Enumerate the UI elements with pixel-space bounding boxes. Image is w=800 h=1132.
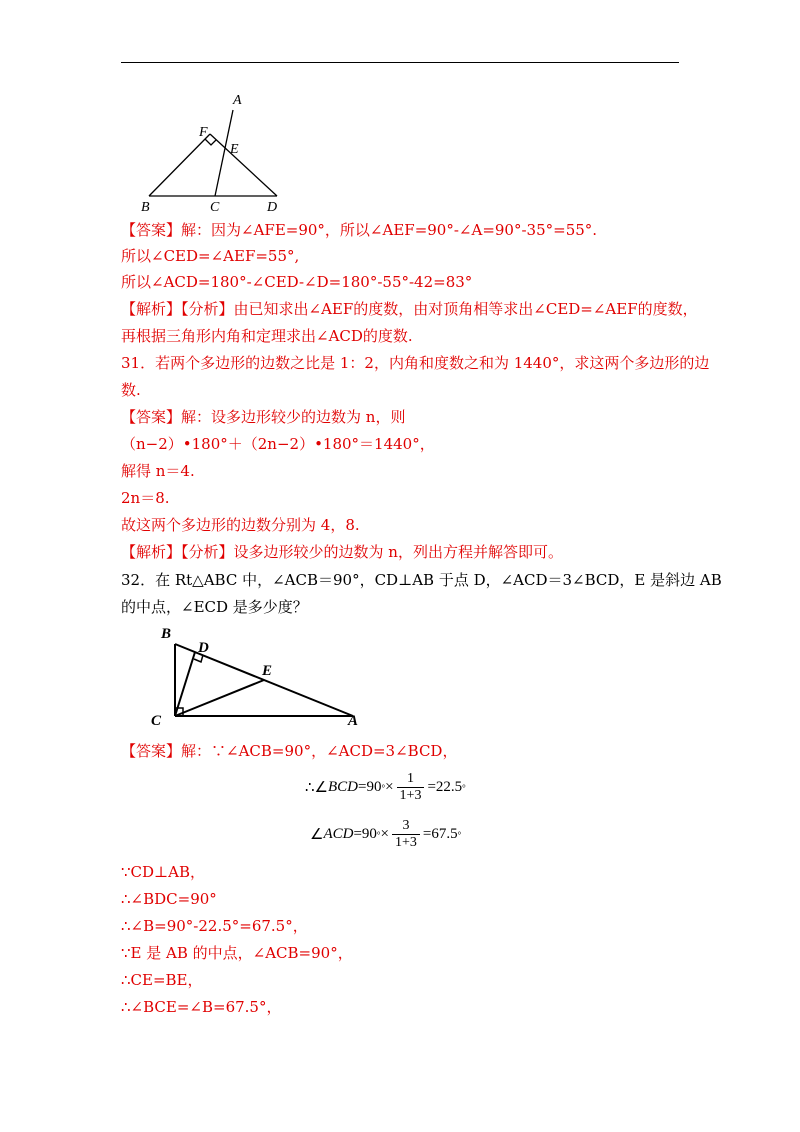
fraction: $\frac{3}{1+3}$: [392, 818, 420, 851]
q30-analysis-line-1: 【解析】【分析】由已知求出∠AEF的度数，由对顶角相等求出∠CED=∠AEF的度数，: [121, 300, 698, 318]
answer-tag: 【答案】: [121, 742, 182, 760]
analysis-tag: 【解析】【分析】: [121, 543, 234, 561]
label-b: B: [141, 200, 150, 215]
q30-analysis-line-2: 再根据三角形内角和定理求出∠ACD的度数.: [121, 327, 413, 345]
label-a: A: [348, 713, 359, 727]
q32-step-6: ∴∠BCE=∠B=67.5°，: [121, 998, 282, 1016]
q31-answer-line-2: （n−2）•180°＋（2n−2）•180°＝1440°，: [121, 435, 435, 453]
answer-tag: 【答案】: [121, 221, 182, 239]
q32-step-3: ∴∠B=90°-22.5°=67.5°，: [121, 917, 308, 935]
q32-question-line-1: 32．在 Rt△ABC 中，∠ACB＝90°，CD⊥AB 于点 D，∠ACD＝3∠BCD，E 是斜边 AB: [121, 571, 722, 589]
label-b: B: [161, 626, 172, 642]
label-a: A: [233, 93, 242, 108]
q31-question-line-1: 31．若两个多边形的边数之比是 1：2，内角和度数之和为 1440°，求这两个多边形的边: [121, 354, 710, 372]
analysis-tag: 【解析】【分析】: [121, 300, 234, 318]
q30-answer-line-1: 【答案】解：因为∠AFE=90°，所以∠AEF=90°-∠A=90°-35°=55°.: [121, 221, 598, 239]
equation-bcd: ∴∠ BCD =90 ° × $\frac{1}{1+3}$ =22.5 °: [305, 771, 466, 803]
q31-answer-line-3: 解得 n＝4.: [121, 462, 195, 480]
fraction: $\frac{1}{1+3}$: [397, 771, 425, 804]
label-d: D: [198, 640, 209, 656]
q31-analysis-line-1: 【解析】【分析】设多边形较少的边数为 n，列出方程并解答即可。: [121, 543, 563, 561]
label-e: E: [262, 663, 273, 679]
segment-fd: [210, 134, 277, 196]
q31-answer-line-5: 故这两个多边形的边数分别为 4，8.: [121, 516, 360, 534]
right-angle-mark-d: [194, 655, 203, 662]
q32-answer-line-1: 【答案】解：∵∠ACB=90°，∠ACD=3∠BCD，: [121, 742, 458, 760]
q30-answer-line-3: 所以∠ACD=180°-∠CED-∠D=180°-55°-42=83°: [121, 273, 473, 291]
label-d: D: [267, 200, 278, 215]
figure-right-triangle-abc: [145, 622, 370, 727]
q32-step-4: ∵E 是 AB 的中点，∠ACB=90°，: [121, 944, 353, 962]
q31-answer-line-1: 【答案】解：设多边形较少的边数为 n，则: [121, 408, 406, 426]
segment-bf: [149, 134, 210, 196]
q32-step-5: ∴CE=BE，: [121, 971, 203, 989]
header-rule: [121, 62, 679, 63]
q32-step-2: ∴∠BDC=90°: [121, 890, 217, 908]
label-f: F: [199, 125, 208, 140]
answer-tag: 【答案】: [121, 408, 182, 426]
label-e: E: [230, 142, 239, 157]
q31-answer-line-4: 2n＝8.: [121, 489, 170, 507]
figure-triangle-abd: [135, 90, 295, 215]
q32-step-1: ∵CD⊥AB，: [121, 863, 206, 881]
label-c: C: [151, 713, 162, 727]
q31-question-line-2: 数.: [121, 381, 141, 399]
segment-cd: [175, 652, 195, 716]
label-c: C: [210, 200, 220, 215]
q30-answer-line-2: 所以∠CED=∠AEF=55°,: [121, 247, 300, 265]
equation-acd: ∠ ACD =90 ° × $\frac{3}{1+3}$ =67.5 °: [310, 818, 462, 850]
q32-question-line-2: 的中点，∠ECD 是多少度？: [121, 598, 308, 616]
segment-ce: [175, 680, 264, 716]
